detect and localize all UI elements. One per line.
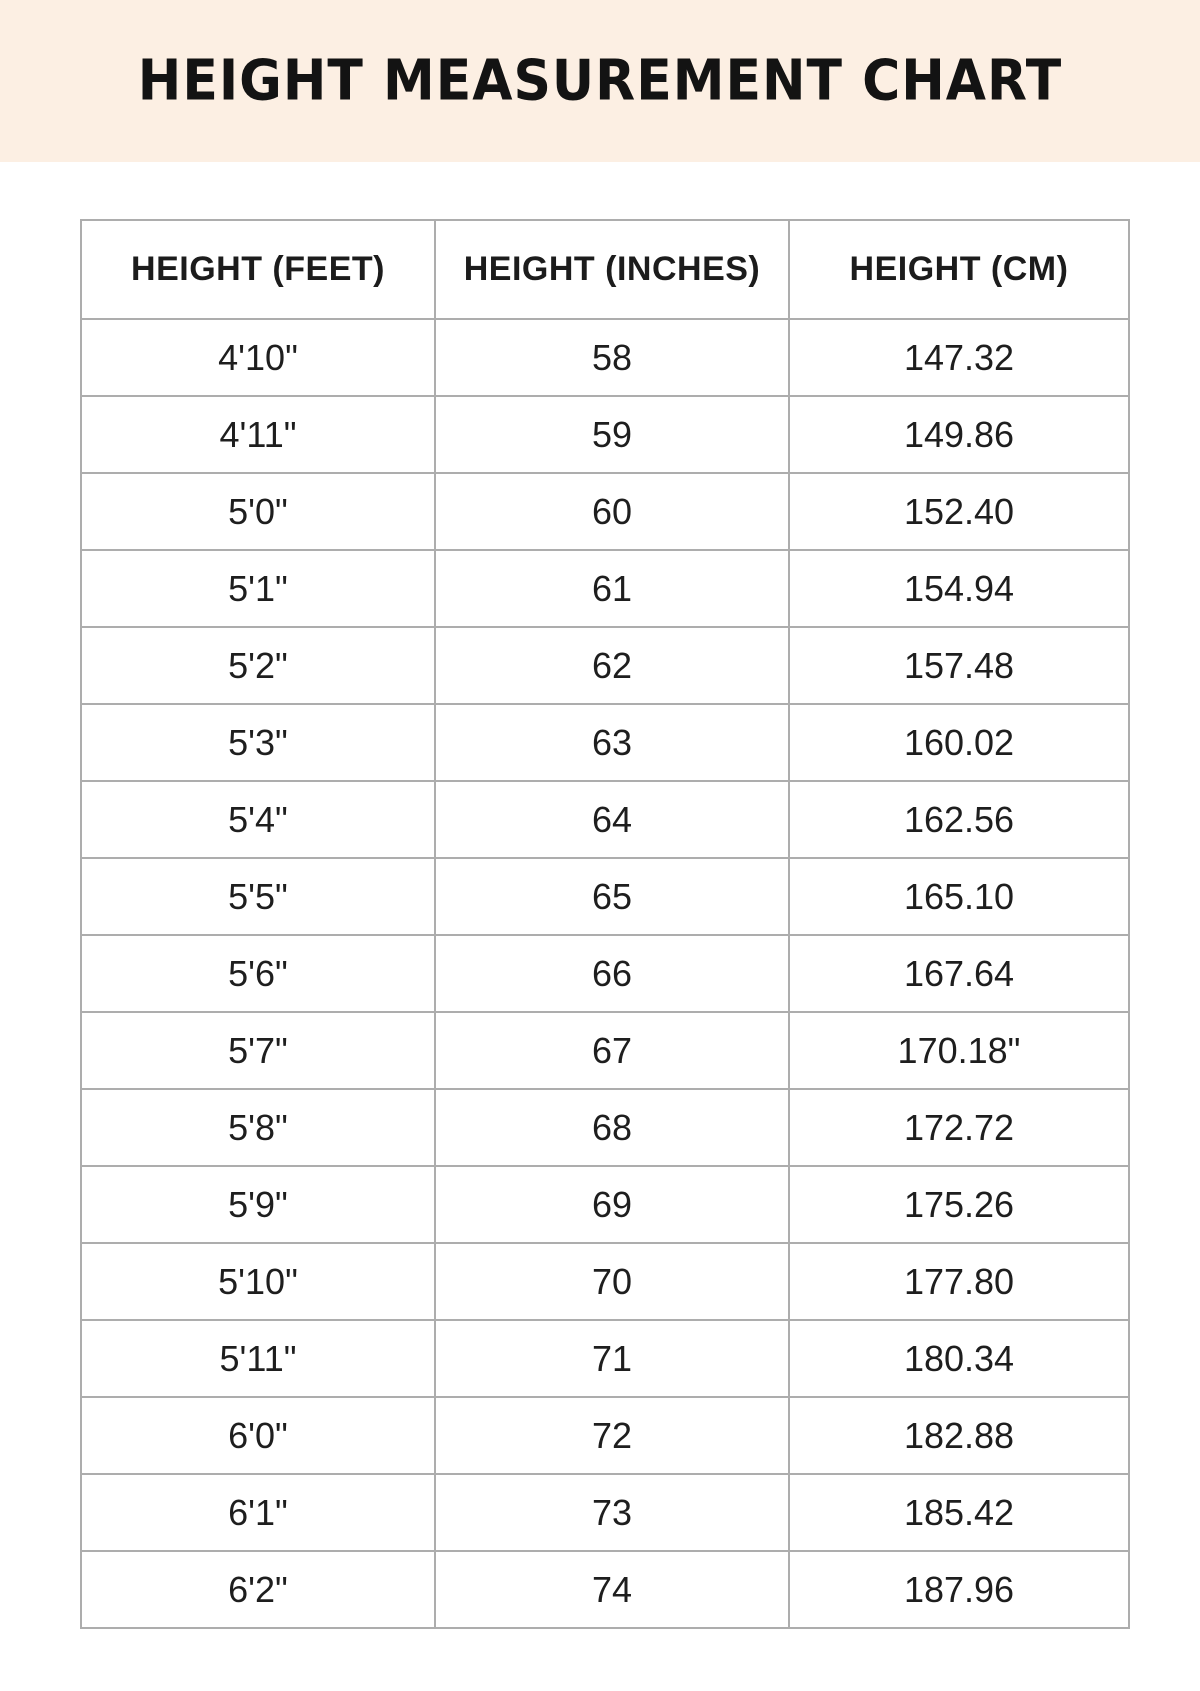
table-row bbox=[81, 550, 1129, 627]
table-header-row bbox=[81, 220, 1129, 319]
cell-cm: 147.32 bbox=[789, 319, 1129, 396]
cell-cm: 182.88 bbox=[789, 1397, 1129, 1474]
table-row bbox=[81, 1089, 1129, 1166]
cell-inches: 63 bbox=[435, 704, 789, 781]
page-title: HEIGHT MEASUREMENT CHART bbox=[137, 48, 1063, 114]
cell-cm: 185.42 bbox=[789, 1474, 1129, 1551]
cell-cm: 187.96 bbox=[789, 1551, 1129, 1628]
table-row bbox=[81, 319, 1129, 396]
cell-feet: 5'11" bbox=[81, 1320, 435, 1397]
cell-inches: 72 bbox=[435, 1397, 789, 1474]
cell-inches: 70 bbox=[435, 1243, 789, 1320]
cell-inches: 68 bbox=[435, 1089, 789, 1166]
cell-cm: 175.26 bbox=[789, 1166, 1129, 1243]
cell-feet: 6'1" bbox=[81, 1474, 435, 1551]
cell-inches: 59 bbox=[435, 396, 789, 473]
cell-cm: 177.80 bbox=[789, 1243, 1129, 1320]
height-table bbox=[80, 219, 1130, 1629]
table-row bbox=[81, 1166, 1129, 1243]
cell-inches: 69 bbox=[435, 1166, 789, 1243]
cell-feet: 5'8" bbox=[81, 1089, 435, 1166]
cell-cm: 152.40 bbox=[789, 473, 1129, 550]
header-band bbox=[0, 0, 1200, 162]
cell-feet: 5'10" bbox=[81, 1243, 435, 1320]
cell-cm: 157.48 bbox=[789, 627, 1129, 704]
table-row bbox=[81, 1012, 1129, 1089]
cell-inches: 66 bbox=[435, 935, 789, 1012]
cell-cm: 167.64 bbox=[789, 935, 1129, 1012]
table-row bbox=[81, 1551, 1129, 1628]
cell-feet: 5'4" bbox=[81, 781, 435, 858]
cell-inches: 65 bbox=[435, 858, 789, 935]
column-header-feet: HEIGHT (FEET) bbox=[81, 220, 435, 319]
cell-feet: 5'5" bbox=[81, 858, 435, 935]
column-header-cm: HEIGHT (CM) bbox=[789, 220, 1129, 319]
cell-feet: 5'0" bbox=[81, 473, 435, 550]
cell-cm: 160.02 bbox=[789, 704, 1129, 781]
table-row bbox=[81, 704, 1129, 781]
cell-cm: 180.34 bbox=[789, 1320, 1129, 1397]
cell-cm: 172.72 bbox=[789, 1089, 1129, 1166]
cell-inches: 67 bbox=[435, 1012, 789, 1089]
cell-feet: 5'6" bbox=[81, 935, 435, 1012]
cell-cm: 154.94 bbox=[789, 550, 1129, 627]
cell-cm: 165.10 bbox=[789, 858, 1129, 935]
table-row bbox=[81, 627, 1129, 704]
cell-inches: 62 bbox=[435, 627, 789, 704]
table-container bbox=[80, 219, 1128, 1629]
cell-feet: 5'7" bbox=[81, 1012, 435, 1089]
table-row bbox=[81, 396, 1129, 473]
table-row bbox=[81, 1397, 1129, 1474]
cell-inches: 61 bbox=[435, 550, 789, 627]
table-body bbox=[81, 319, 1129, 1628]
cell-cm: 162.56 bbox=[789, 781, 1129, 858]
cell-inches: 71 bbox=[435, 1320, 789, 1397]
table-row bbox=[81, 1243, 1129, 1320]
cell-inches: 64 bbox=[435, 781, 789, 858]
table-header bbox=[81, 220, 1129, 319]
table-row bbox=[81, 781, 1129, 858]
table-row bbox=[81, 935, 1129, 1012]
table-row bbox=[81, 1320, 1129, 1397]
cell-feet: 5'3" bbox=[81, 704, 435, 781]
cell-inches: 60 bbox=[435, 473, 789, 550]
cell-inches: 74 bbox=[435, 1551, 789, 1628]
cell-feet: 5'2" bbox=[81, 627, 435, 704]
cell-feet: 5'1" bbox=[81, 550, 435, 627]
column-header-inches: HEIGHT (INCHES) bbox=[435, 220, 789, 319]
cell-feet: 5'9" bbox=[81, 1166, 435, 1243]
cell-feet: 6'2" bbox=[81, 1551, 435, 1628]
cell-feet: 6'0" bbox=[81, 1397, 435, 1474]
cell-inches: 58 bbox=[435, 319, 789, 396]
table-row bbox=[81, 858, 1129, 935]
cell-feet: 4'11" bbox=[81, 396, 435, 473]
table-row bbox=[81, 473, 1129, 550]
cell-cm: 170.18" bbox=[789, 1012, 1129, 1089]
cell-cm: 149.86 bbox=[789, 396, 1129, 473]
table-row bbox=[81, 1474, 1129, 1551]
cell-feet: 4'10" bbox=[81, 319, 435, 396]
cell-inches: 73 bbox=[435, 1474, 789, 1551]
